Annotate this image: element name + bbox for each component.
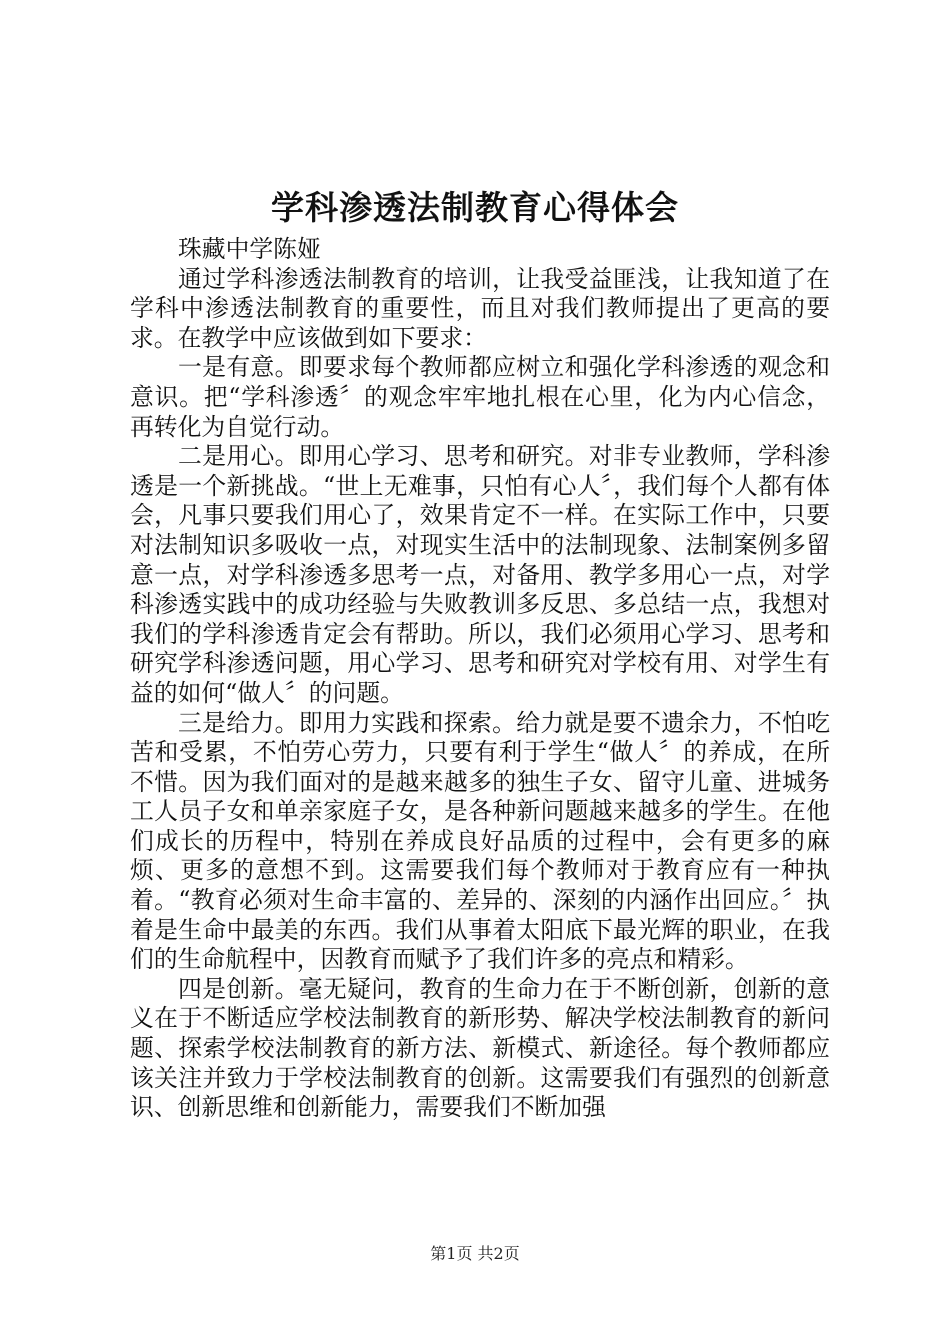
document-body [130,235,830,1123]
page-number-footer: 第1页 共2页 [430,1244,520,1263]
paragraph-point-one: 一是有意。即要求每个教师都应树立和强化学科渗透的观念和意识。把“学科渗透〞的观念牢牢地扎根在心里，化为内心信念，再转化为自觉行动。 [130,353,830,441]
author-line: 珠藏中学陈娅 [178,235,321,263]
document-title: 学科渗透法制教育心得体会 [271,188,679,227]
paragraph-point-three: 三是给力。即用力实践和探索。给力就是要不遗余力，不怕吃苦和受累，不怕劳心劳力，只要有利于学生“做人〞的养成，在所不惜。因为我们面对的是越来越多的独生子女、留守儿童、进城务工人员子女和单亲家庭子女，是各种新问题越来越多的学生。在他们成长的历程中，特别在养成良好品质的过程中，会有更多的麻烦、更多的意想不到。这需要我们每个教师对于教育应有一种执着。“教育必须对生命丰富的、差异的、深刻的内涵作出回应。〞执着是生命中最美的东西。我们从事着太阳底下最光辉的职业，在我们的生命航程中，因教育而赋予了我们许多的亮点和精彩。 [130,708,830,974]
paragraph-point-four: 四是创新。毫无疑问，教育的生命力在于不断创新，创新的意义在于不断适应学校法制教育的新形势、解决学校法制教育的新问题、探索学校法制教育的新方法、新模式、新途径。每个教师都应该关注并致力于学校法制教育的创新。这需要我们有强烈的创新意识、创新思维和创新能力，需要我们不断加强 [130,974,830,1122]
paragraph-intro: 通过学科渗透法制教育的培训，让我受益匪浅，让我知道了在学科中渗透法制教育的重要性，而且对我们教师提出了更高的要求。在教学中应该做到如下要求： [130,264,830,352]
paragraph-point-two: 二是用心。即用心学习、思考和研究。对非专业教师，学科渗透是一个新挑战。“世上无难事，只怕有心人〞，我们每个人都有体会，凡事只要我们用心了，效果肯定不一样。在实际工作中，只要对法制知识多吸收一点，对现实生活中的法制现象、法制案例多留意一点，对学科渗透多思考一点，对备用、教学多用心一点，对学科渗透实践中的成功经验与失败教训多反思、多总结一点，我想对我们的学科渗透肯定会有帮助。所以，我们必须用心学习、思考和研究学科渗透问题，用心学习、思考和研究对学校有用、对学生有益的如何“做人〞的问题。 [130,442,830,707]
